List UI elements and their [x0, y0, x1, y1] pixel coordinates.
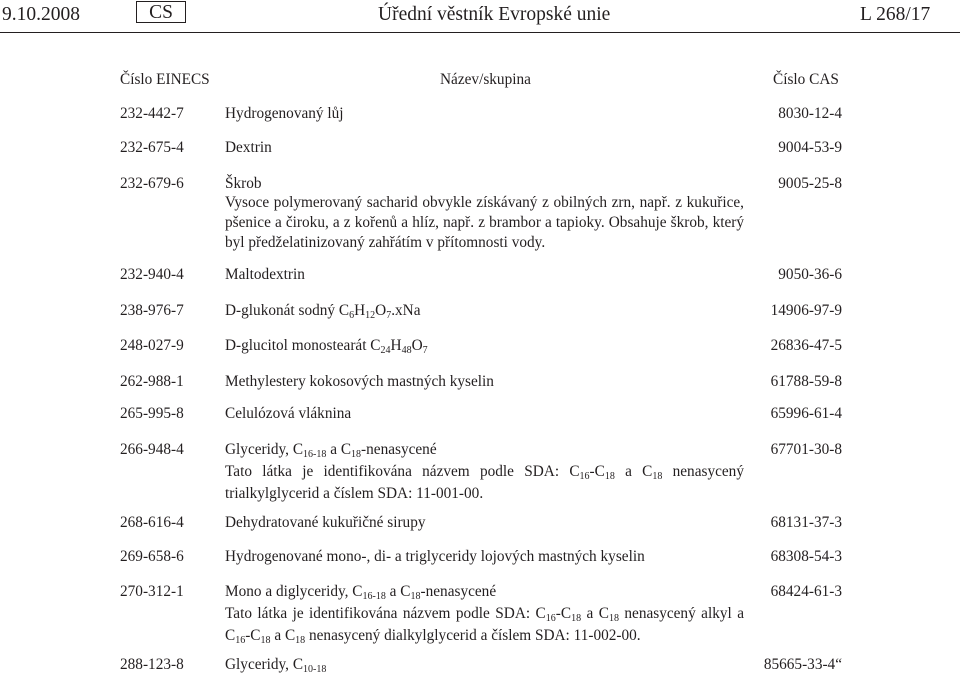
cas-number: 14906-97-9	[770, 302, 842, 319]
cas-number: 8030-12-4	[778, 105, 842, 122]
cas-number: 85665-33-4“	[763, 656, 842, 673]
cas-number: 26836-47-5	[770, 337, 842, 354]
einecs-number: 232-675-4	[120, 139, 184, 156]
cas-number: 9004-53-9	[778, 139, 842, 156]
substance-name: Celulózová vláknina	[225, 405, 352, 422]
einecs-number: 238-976-7	[120, 302, 184, 319]
substance-name: Dextrin	[225, 139, 272, 156]
substance-name: Glyceridy, $C_{16-18}$ a $C_{18}$-nenasycené	[225, 441, 437, 460]
einecs-number: 288-123-8	[120, 656, 184, 673]
substance-name: Methylestery kokosových mastných kyselin	[225, 373, 494, 390]
substance-name: Dehydratované kukuřičné sirupy	[225, 514, 426, 531]
einecs-number: 232-442-7	[120, 105, 184, 122]
cas-number: 68131-37-3	[770, 514, 842, 531]
publication-date: 9.10.2008	[2, 4, 80, 25]
cas-number: 61788-59-8	[770, 373, 842, 390]
cas-number: 9005-25-8	[778, 175, 842, 192]
language-code-box: CS	[136, 1, 186, 23]
substance-name: Hydrogenovaný lůj	[225, 105, 344, 122]
column-header-cas: Číslo CAS	[773, 71, 839, 88]
substance-name: Hydrogenované mono-, di- a triglyceridy lojových mastných kyselin	[225, 548, 645, 565]
substance-name: D-glukonát sodný $C_6H_{12}O_7.xNa$	[225, 302, 421, 321]
column-header-einecs: Číslo EINECS	[120, 71, 210, 88]
substance-name: Mono a diglyceridy, $C_{16-18}$ a $C_{18}$-nenasycené	[225, 583, 497, 602]
cas-number: 67701-30-8	[770, 441, 842, 458]
substance-description: Tato látka je identifikována názvem podle SDA: $C_{16}-C_{18}$ a $C_{18}$ nenasycený trialkylglycerid a číslem SDA: 11-001-00.	[225, 463, 744, 502]
cas-number: 65996-61-4	[770, 405, 842, 422]
page-reference: L 268/17	[860, 4, 931, 25]
substance-name: D-glucitol monostearát $C_{24}H_{48}O_7$	[225, 337, 428, 356]
einecs-number: 270-312-1	[120, 583, 184, 600]
journal-title: Úřední věstník Evropské unie	[378, 4, 611, 25]
substance-name: Škrob	[225, 175, 262, 192]
einecs-number: 268-616-4	[120, 514, 184, 531]
substance-description: Tato látka je identifikována názvem podle SDA: $C_{16}-C_{18}$ a $C_{18}$ nenasycený alkyl a $C_{16}-C_{18}$ a $C_{18}$ nenasycený dialkylglycerid a číslem SDA: 11-002-00.	[225, 605, 744, 646]
header-rule	[0, 32, 960, 33]
einecs-number: 248-027-9	[120, 337, 184, 354]
substance-name: Maltodextrin	[225, 266, 305, 283]
cas-number: 9050-36-6	[778, 266, 842, 283]
substance-description: Vysoce polymerovaný sacharid obvykle získávaný z obilných zrn, např. z kukuřice, pšenice a čiroku, a z kořenů a hlíz, např. z brambor a tapioky. Obsahuje škrob, který byl předželatinizovaný zahřátím v přítomnosti vody.	[225, 194, 744, 251]
substance-name: Glyceridy, $C_{10-18}$	[225, 656, 327, 675]
cas-number: 68424-61-3	[770, 583, 842, 600]
einecs-number: 262-988-1	[120, 373, 184, 390]
column-header-name: Název/skupina	[440, 71, 531, 88]
einecs-number: 266-948-4	[120, 441, 184, 458]
cas-number: 68308-54-3	[770, 548, 842, 565]
einecs-number: 265-995-8	[120, 405, 184, 422]
einecs-number: 269-658-6	[120, 548, 184, 565]
einecs-number: 232-940-4	[120, 266, 184, 283]
einecs-number: 232-679-6	[120, 175, 184, 192]
